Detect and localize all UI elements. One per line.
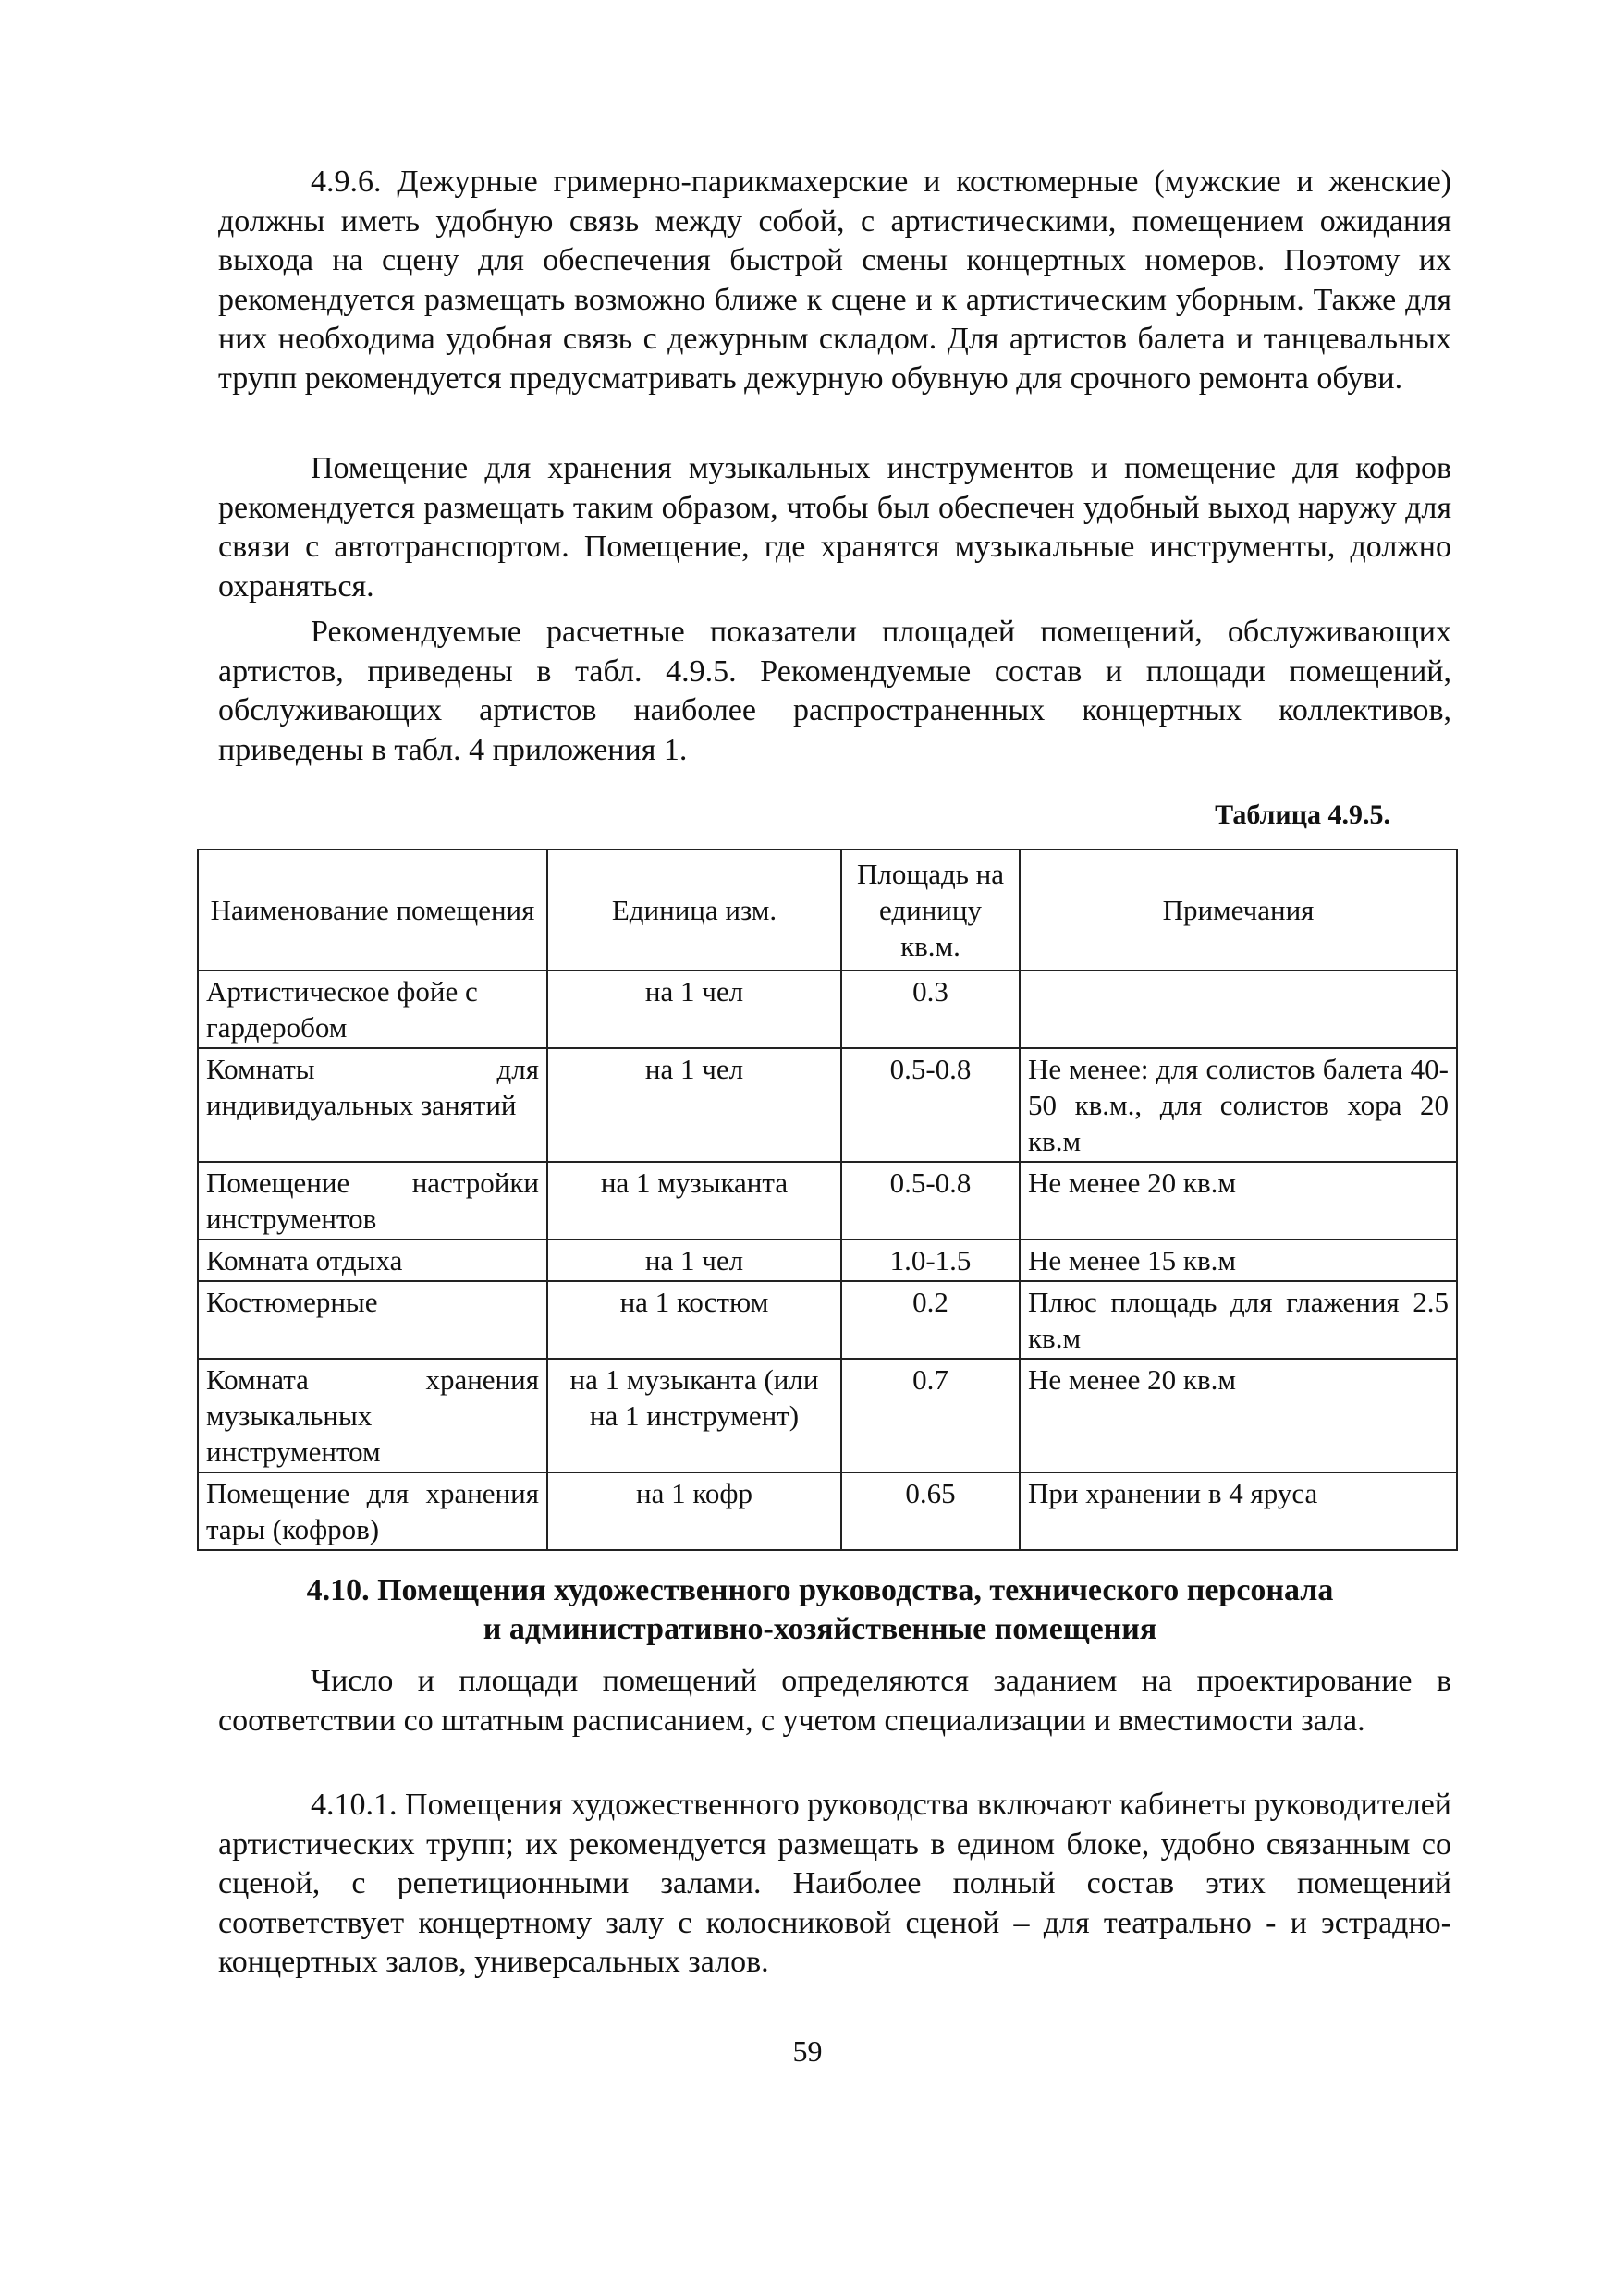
cell-note: При хранении в 4 яруса xyxy=(1020,1472,1457,1550)
cell-area: 0.2 xyxy=(841,1281,1020,1359)
table-row xyxy=(198,1240,1457,1281)
cell-unit: на 1 чел xyxy=(547,1048,841,1162)
header-notes: Примечания xyxy=(1020,849,1457,971)
header-unit: Единица изм. xyxy=(547,849,841,971)
table-header-row xyxy=(198,849,1457,971)
cell-unit: на 1 костюм xyxy=(547,1281,841,1359)
table-row xyxy=(198,1162,1457,1240)
cell-note: Не менее 15 кв.м xyxy=(1020,1240,1457,1281)
section-heading xyxy=(203,1571,1437,1649)
paragraph-room-count: Число и площади помещений определяются заданием на проектирование в соответствии со штатным расписанием, с учетом специализации и вместимости зала. xyxy=(218,1664,1451,1738)
cell-note: Не менее 20 кв.м xyxy=(1020,1359,1457,1472)
cell-unit: на 1 кофр xyxy=(547,1472,841,1550)
cell-room: Помещение для хранения тары (кофров) xyxy=(198,1472,547,1550)
table-row xyxy=(198,1281,1457,1359)
section-heading-line-1: 4.10. Помещения художественного руководства, технического персонала xyxy=(306,1573,1334,1607)
cell-note: Не менее 20 кв.м xyxy=(1020,1162,1457,1240)
paragraph-4-9-6: 4.9.6. Дежурные гримерно-парикмахерские и костюмерные (мужские и женские) должны иметь удобную связь между собой, с артистическими, помещением ожидания выхода на сцену для обеспечения быстрой смены концертных номеров. Поэтому их рекомендуется размещать возможно ближе к сцене и к артистическим уборным. Также для них необходима удобная связь с дежурным складом. Для артистов балета и танцевальных трупп рекомендуется предусматривать дежурную обувную для срочного ремонта обуви. xyxy=(218,165,1451,396)
areas-table xyxy=(197,849,1458,1551)
cell-unit: на 1 музыканта (или на 1 инструмент) xyxy=(547,1359,841,1472)
cell-area: 0.5-0.8 xyxy=(841,1162,1020,1240)
paragraph-recommended-areas: Рекомендуемые расчетные показатели площадей помещений, обслуживающих артистов, приведены в табл. 4.9.5. Рекомендуемые состав и площади помещений, обслуживающих артистов наиболее распространенных концертных коллективов, приведены в табл. 4 приложения 1. xyxy=(218,615,1451,767)
paragraph-4-10-1: 4.10.1. Помещения художественного руководства включают кабинеты руководителей артистических трупп; их рекомендуется размещать в едином блоке, удобно связанным со сценой, с репетиционными залами. Наиболее полный состав этих помещений соответствует концертному залу с колосниковой сценой – для театрально - и эстрадно-концертных залов, универсальных залов. xyxy=(218,1788,1451,1979)
cell-unit: на 1 чел xyxy=(547,1240,841,1281)
cell-room: Комната хранения музыкальных инструментом xyxy=(198,1359,547,1472)
table-row xyxy=(198,971,1457,1048)
cell-area: 0.5-0.8 xyxy=(841,1048,1020,1162)
cell-room: Помещение настройки инструментов xyxy=(198,1162,547,1240)
table-row xyxy=(198,1048,1457,1162)
cell-note xyxy=(1020,971,1457,1048)
table-row xyxy=(198,1359,1457,1472)
cell-area: 0.3 xyxy=(841,971,1020,1048)
cell-room: Комнаты для индивидуальных занятий xyxy=(198,1048,547,1162)
cell-room: Костюмерные xyxy=(198,1281,547,1359)
page-number: 59 xyxy=(792,2034,823,2068)
header-area-per-unit: Площадь на единицу кв.м. xyxy=(841,849,1020,971)
cell-area: 0.7 xyxy=(841,1359,1020,1472)
table-row xyxy=(198,1472,1457,1550)
cell-unit: на 1 чел xyxy=(547,971,841,1048)
section-heading-line-2: и административно-хозяйственные помещения xyxy=(483,1612,1157,1646)
cell-area: 1.0-1.5 xyxy=(841,1240,1020,1281)
header-room-name: Наименование помещения xyxy=(198,849,547,971)
cell-area: 0.65 xyxy=(841,1472,1020,1550)
cell-note: Не менее: для солистов балета 40-50 кв.м., для солистов хора 20 кв.м xyxy=(1020,1048,1457,1162)
table-caption: Таблица 4.9.5. xyxy=(1215,800,1390,830)
cell-room: Артистическое фойе с гардеробом xyxy=(198,971,547,1048)
paragraph-instrument-storage: Помещение для хранения музыкальных инструментов и помещение для кофров рекомендуется размещать таким образом, чтобы был обеспечен удобный выход наружу для связи с автотранспортом. Помещение, где хранятся музыкальные инструменты, должно охраняться. xyxy=(218,451,1451,604)
cell-room: Комната отдыха xyxy=(198,1240,547,1281)
cell-note: Плюс площадь для глажения 2.5 кв.м xyxy=(1020,1281,1457,1359)
cell-unit: на 1 музыканта xyxy=(547,1162,841,1240)
